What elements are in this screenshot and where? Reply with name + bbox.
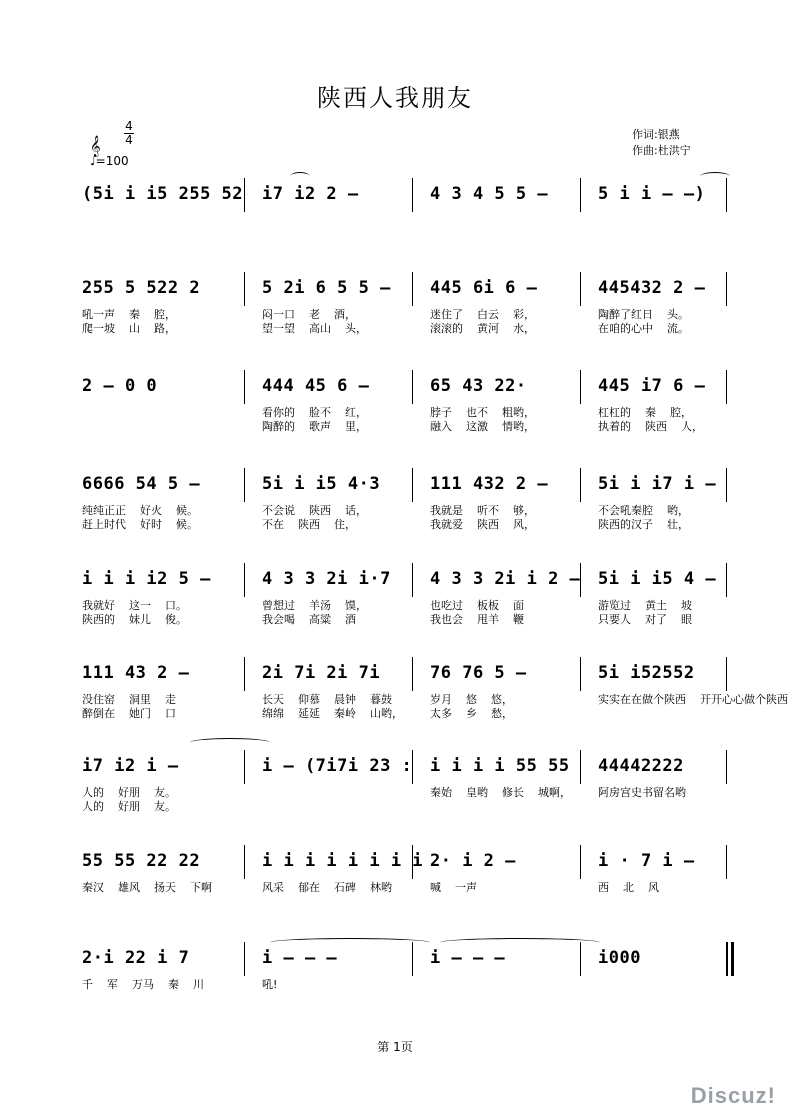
measure: 65 43 22·: [430, 376, 527, 396]
lyric-word: 口: [165, 707, 176, 720]
lyric-word: 秦岭: [334, 707, 356, 720]
barline: [580, 370, 581, 404]
lyric-word: 千: [82, 978, 93, 991]
measure: 4 3 3 2i i 2 –: [430, 569, 581, 589]
barline: [580, 657, 581, 691]
lyric-word: 风: [648, 881, 659, 894]
lyric-word: 里，: [345, 420, 367, 433]
lyric-line: [598, 406, 706, 420]
barline: [726, 750, 727, 784]
lyric-word: 曾想过: [262, 599, 295, 612]
slur-mark: [700, 172, 730, 181]
lyric-word: 陶醉的: [262, 420, 295, 433]
lyric-line: [262, 420, 381, 434]
lyric-word: 人的: [82, 800, 104, 813]
measure: 2· i 2 –: [430, 851, 516, 871]
lyric-word: 哟，: [667, 504, 689, 517]
lyric-word: 这一: [129, 599, 151, 612]
lyric-line: [430, 308, 549, 322]
lyric-word: 滚滚的: [430, 322, 463, 335]
lyric-word: 赶上时代: [82, 518, 126, 531]
lyric-line: [430, 599, 538, 613]
lyric-line: [430, 518, 549, 532]
measure: i – (7i7i 23 :: [262, 756, 413, 776]
measure: 5i i i5 4·3: [262, 474, 381, 494]
lyric-word: 人的: [82, 786, 104, 799]
lyric-line: [262, 599, 381, 613]
barline: [580, 272, 581, 306]
lyric-word: 风采: [262, 881, 284, 894]
lyric-line: [262, 406, 381, 420]
barline: [244, 657, 245, 691]
lyric-word: 融入: [430, 420, 452, 433]
lyric-line: [598, 693, 790, 707]
lyric-word: 实实在在做个陕西: [598, 693, 686, 706]
lyric-line: [598, 786, 700, 800]
lyric-word: 石碑: [334, 881, 356, 894]
lyric-word: 好朋: [118, 786, 140, 799]
lyric-word: 腔，: [154, 308, 176, 321]
lyric-word: 好火: [140, 504, 162, 517]
lyric-word: 也吃过: [430, 599, 463, 612]
lyric-word: 水，: [513, 322, 535, 335]
lyric-word: 口。: [165, 599, 187, 612]
measure: 5i i i7 i –: [598, 474, 717, 494]
lyric-word: 白云: [477, 308, 499, 321]
lyric-word: 陕西: [309, 504, 331, 517]
lyric-word: 延延: [298, 707, 320, 720]
lyric-word: 住，: [334, 518, 356, 531]
lyric-word: 酒: [345, 613, 356, 626]
measure: 4 3 4 5 5 –: [430, 184, 549, 204]
lyric-word: 西: [598, 881, 609, 894]
slur-mark: [440, 938, 600, 947]
measure: i7 i2 i –: [82, 756, 179, 776]
measure: 4 3 3 2i i·7: [262, 569, 391, 589]
lyric-word: 板板: [477, 599, 499, 612]
barline: [244, 942, 245, 976]
lyric-word: 岁月: [430, 693, 452, 706]
credits: [632, 127, 691, 159]
measure: 2 – 0 0: [82, 376, 158, 396]
lyric-word: 不会吼秦腔: [598, 504, 653, 517]
lyric-word: 下啊: [190, 881, 212, 894]
barline: [726, 942, 734, 976]
barline: [726, 370, 727, 404]
barline: [580, 750, 581, 784]
lyric-word: 彩，: [513, 308, 535, 321]
lyricist: 作词:银燕: [632, 128, 680, 141]
slur-mark: [290, 172, 310, 181]
barline: [726, 563, 727, 597]
lyric-word: 馍，: [345, 599, 367, 612]
lyric-line: [430, 786, 585, 800]
measure: 5 i i – –): [598, 184, 706, 204]
lyric-line: [430, 693, 527, 707]
lyric-line: [430, 406, 549, 420]
lyric-word: 闷一口: [262, 308, 295, 321]
lyric-word: 山: [129, 322, 140, 335]
lyric-word: 风，: [513, 518, 535, 531]
lyric-line: [262, 707, 417, 721]
lyric-word: 甩羊: [477, 613, 499, 626]
lyric-word: 酒，: [334, 308, 356, 321]
lyric-word: 候。: [176, 504, 198, 517]
measure: i i i i i i i i: [262, 851, 424, 871]
time-signature: [124, 120, 134, 147]
barline: [244, 468, 245, 502]
barline: [412, 272, 413, 306]
lyric-word: 壮，: [667, 518, 689, 531]
measure: 44442222: [598, 756, 684, 776]
lyric-word: 绵绵: [262, 707, 284, 720]
lyric-line: [598, 504, 703, 518]
measure: 444 45 6 –: [262, 376, 370, 396]
measure: 76 76 5 –: [430, 663, 527, 683]
lyric-word: 陶醉了红日: [598, 308, 653, 321]
lyric-word: 悠: [466, 693, 477, 706]
lyric-word: 坡: [681, 599, 692, 612]
lyric-word: 没住窑: [82, 693, 115, 706]
lyric-word: 在咱的心中: [598, 322, 653, 335]
lyric-word: 对了: [645, 613, 667, 626]
lyric-word: 够，: [513, 504, 535, 517]
measure: i i i i2 5 –: [82, 569, 211, 589]
lyric-word: 陕西: [477, 518, 499, 531]
lyric-word: 暮鼓: [370, 693, 392, 706]
measure: (5i i i5 255 52: [82, 184, 244, 204]
barline: [244, 750, 245, 784]
lyric-word: 脖子: [430, 406, 452, 419]
lyric-word: 人，: [681, 420, 703, 433]
lyric-word: 粗哟，: [502, 406, 535, 419]
tempo-marking: ♩=100: [90, 154, 129, 168]
treble-clef-icon: 𝄞: [90, 136, 101, 157]
lyric-word: 北: [623, 881, 634, 894]
barline: [244, 272, 245, 306]
lyric-word: 仰慕: [298, 693, 320, 706]
lyric-line: [430, 420, 549, 434]
lyric-line: [262, 504, 381, 518]
measure: 5i i i5 4 –: [598, 569, 717, 589]
lyric-word: 开开心心做个陕西: [700, 693, 788, 706]
measure: i000: [598, 948, 641, 968]
lyric-word: 军: [107, 978, 118, 991]
lyric-line: [82, 613, 201, 627]
measure: 445 6i 6 –: [430, 278, 538, 298]
lyric-word: 黄河: [477, 322, 499, 335]
measure: 55 55 22 22: [82, 851, 201, 871]
time-sig-top: 4: [125, 119, 133, 133]
lyric-word: 头。: [667, 308, 689, 321]
lyric-word: 晨钟: [334, 693, 356, 706]
measure: 111 43 2 –: [82, 663, 190, 683]
lyric-word: 鞭: [513, 613, 524, 626]
barline: [244, 370, 245, 404]
lyric-word: 万马: [132, 978, 154, 991]
measure: i – – –: [430, 948, 506, 968]
lyric-word: 秦汉: [82, 881, 104, 894]
lyric-word: 杠杠的: [598, 406, 631, 419]
lyric-line: [598, 599, 706, 613]
lyric-word: 只要人: [598, 613, 631, 626]
score-header: [90, 120, 150, 170]
lyric-word: 秦: [129, 308, 140, 321]
lyric-word: 陕西: [298, 518, 320, 531]
measure: i · 7 i –: [598, 851, 695, 871]
lyric-word: 候。: [176, 518, 198, 531]
barline: [726, 468, 727, 502]
lyric-word: 陕西的汉子: [598, 518, 653, 531]
lyric-word: 我就爱: [430, 518, 463, 531]
lyric-word: 面: [513, 599, 524, 612]
slur-mark: [190, 738, 270, 747]
lyric-line: [430, 707, 527, 721]
lyric-word: 扬天: [154, 881, 176, 894]
barline: [580, 942, 581, 976]
lyric-word: 望一望: [262, 322, 295, 335]
lyric-line: [262, 978, 291, 992]
lyric-word: 修长: [502, 786, 524, 799]
barline: [726, 845, 727, 879]
lyric-word: 听不: [477, 504, 499, 517]
lyric-line: [82, 308, 190, 322]
lyric-word: 羊汤: [309, 599, 331, 612]
barline: [726, 272, 727, 306]
measure: 445 i7 6 –: [598, 376, 706, 396]
barline: [412, 370, 413, 404]
lyric-line: [598, 308, 703, 322]
lyric-word: 林哟: [370, 881, 392, 894]
barline: [244, 845, 245, 879]
lyric-line: [82, 881, 226, 895]
lyric-line: [598, 613, 706, 627]
lyric-line: [598, 420, 717, 434]
slur-mark: [270, 938, 430, 947]
measure: 5 2i 6 5 5 –: [262, 278, 391, 298]
lyric-word: 不在: [262, 518, 284, 531]
lyric-word: 歌声: [309, 420, 331, 433]
lyric-line: [82, 693, 190, 707]
lyric-line: [82, 322, 190, 336]
lyric-word: 阿房宫史书留名哟: [598, 786, 686, 799]
lyric-line: [262, 693, 406, 707]
barline: [580, 468, 581, 502]
lyric-word: 吼一声: [82, 308, 115, 321]
lyric-line: [82, 518, 212, 532]
lyric-word: 陕西: [645, 420, 667, 433]
barline: [412, 657, 413, 691]
lyric-word: 也不: [466, 406, 488, 419]
lyric-word: 友。: [154, 800, 176, 813]
lyric-line: [82, 978, 218, 992]
lyric-word: 不会说: [262, 504, 295, 517]
measure: i i i i 55 55: [430, 756, 570, 776]
lyric-word: 妹儿: [129, 613, 151, 626]
lyric-word: 悠，: [491, 693, 513, 706]
lyric-line: [262, 308, 370, 322]
lyric-word: 脸不: [309, 406, 331, 419]
lyric-word: 情哟，: [502, 420, 535, 433]
lyric-word: 川: [193, 978, 204, 991]
lyric-word: 洞里: [129, 693, 151, 706]
lyric-word: 喊: [430, 881, 441, 894]
barline: [244, 563, 245, 597]
lyric-word: 高粱: [309, 613, 331, 626]
measure: 5i i52552: [598, 663, 695, 683]
lyric-word: 迷住了: [430, 308, 463, 321]
measure: 111 432 2 –: [430, 474, 549, 494]
lyric-line: [598, 518, 703, 532]
lyric-word: 乡: [466, 707, 477, 720]
lyric-line: [262, 518, 370, 532]
page-number: 第 1页: [377, 1040, 413, 1054]
lyric-word: 吼!: [262, 978, 278, 991]
lyric-line: [262, 613, 370, 627]
barline: [726, 178, 727, 212]
barline: [726, 657, 727, 691]
lyric-line: [430, 504, 549, 518]
barline: [580, 178, 581, 212]
lyric-word: 皇哟: [466, 786, 488, 799]
barline: [412, 178, 413, 212]
composer: 作曲:杜洪宁: [632, 144, 691, 157]
measure: 2i 7i 2i 7i: [262, 663, 381, 683]
lyric-word: 执着的: [598, 420, 631, 433]
lyric-line: [262, 322, 381, 336]
lyric-word: 我会喝: [262, 613, 295, 626]
lyric-word: 长天: [262, 693, 284, 706]
barline: [412, 563, 413, 597]
song-title: 陕西人我朋友: [317, 84, 473, 112]
lyric-line: [82, 707, 190, 721]
lyric-word: 走: [165, 693, 176, 706]
lyric-word: 山哟，: [370, 707, 403, 720]
lyric-word: 好时: [140, 518, 162, 531]
lyric-word: 老: [309, 308, 320, 321]
lyric-word: 红，: [345, 406, 367, 419]
barline: [412, 942, 413, 976]
lyric-word: 太多: [430, 707, 452, 720]
lyric-word: 这激: [466, 420, 488, 433]
measure: i – – –: [262, 948, 338, 968]
lyric-word: 陕西的: [82, 613, 115, 626]
lyric-word: 秦: [168, 978, 179, 991]
measure: i7 i2 2 –: [262, 184, 359, 204]
lyric-word: 秦: [645, 406, 656, 419]
lyric-word: 友。: [154, 786, 176, 799]
lyric-word: 腔，: [670, 406, 692, 419]
lyric-word: 一声: [455, 881, 477, 894]
lyric-word: 俊。: [165, 613, 187, 626]
lyric-word: 爬一坡: [82, 322, 115, 335]
lyric-word: 路，: [154, 322, 176, 335]
lyric-word: 话，: [345, 504, 367, 517]
lyric-word: 黄土: [645, 599, 667, 612]
lyric-word: 高山: [309, 322, 331, 335]
lyric-line: [430, 322, 549, 336]
lyric-line: [82, 786, 190, 800]
lyric-line: [262, 881, 406, 895]
lyric-line: [82, 504, 212, 518]
lyric-word: 头，: [345, 322, 367, 335]
lyric-word: 她门: [129, 707, 151, 720]
measure: 6666 54 5 –: [82, 474, 201, 494]
lyric-word: 雄风: [118, 881, 140, 894]
lyric-word: 秦始: [430, 786, 452, 799]
barline: [412, 468, 413, 502]
lyric-word: 城啊，: [538, 786, 571, 799]
lyric-word: 郁在: [298, 881, 320, 894]
measure: 2·i 22 i 7: [82, 948, 190, 968]
lyric-word: 流。: [667, 322, 689, 335]
barline: [580, 845, 581, 879]
lyric-line: [82, 800, 190, 814]
lyric-word: 眼: [681, 613, 692, 626]
lyric-line: [598, 322, 703, 336]
lyric-word: 游览过: [598, 599, 631, 612]
barline: [244, 178, 245, 212]
lyric-word: 我也会: [430, 613, 463, 626]
lyric-word: 纯纯正正: [82, 504, 126, 517]
lyric-word: 愁，: [491, 707, 513, 720]
lyric-line: [430, 881, 491, 895]
lyric-line: [430, 613, 538, 627]
lyric-word: 我就是: [430, 504, 463, 517]
time-sig-bottom: 4: [125, 133, 133, 147]
lyric-word: 好朋: [118, 800, 140, 813]
lyric-line: [82, 599, 201, 613]
lyric-word: 看你的: [262, 406, 295, 419]
lyric-line: [598, 881, 673, 895]
watermark: Discuz!: [690, 1083, 776, 1108]
measure: 255 5 522 2: [82, 278, 201, 298]
lyric-word: 我就好: [82, 599, 115, 612]
measure: 445432 2 –: [598, 278, 706, 298]
lyric-word: 醉倒在: [82, 707, 115, 720]
